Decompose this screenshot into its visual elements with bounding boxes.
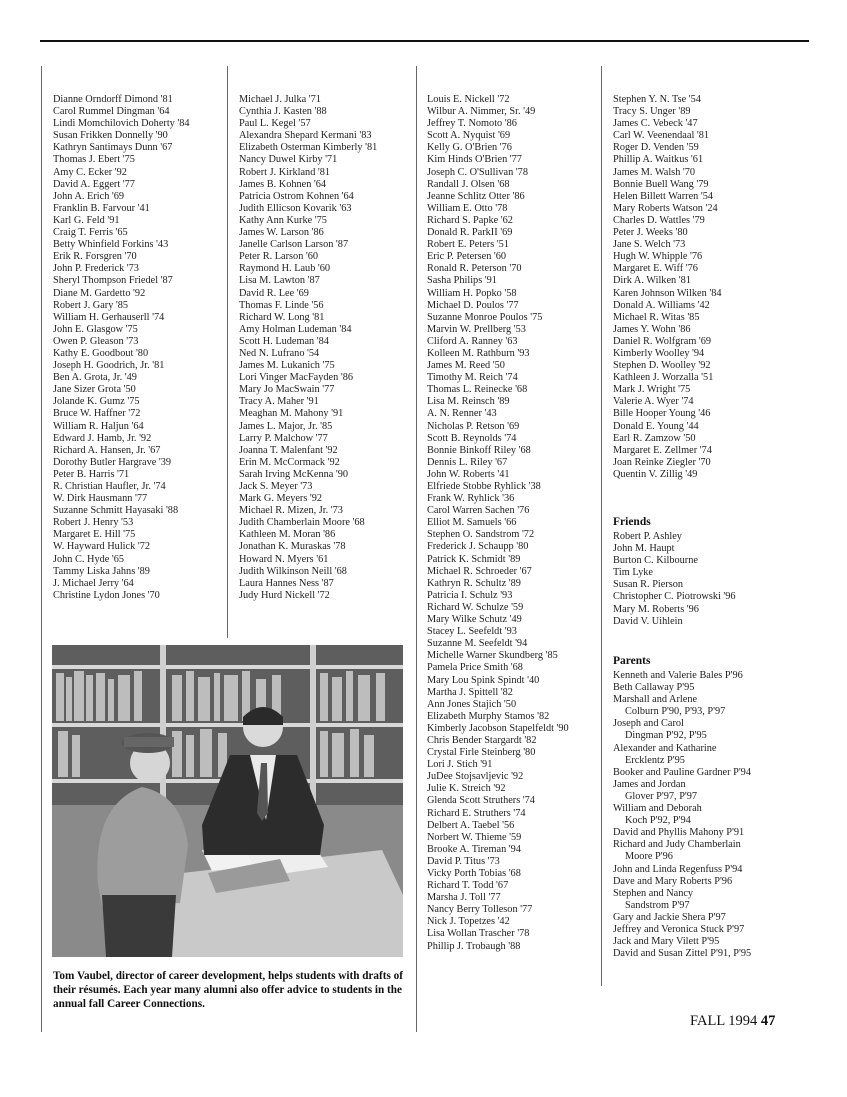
- list-item: Lori J. Stich '91: [427, 759, 493, 771]
- list-item: Randall J. Olsen '68: [427, 178, 510, 190]
- list-item: Nancy Duwel Kirby '71: [239, 154, 338, 166]
- list-item: John M. Haupt: [613, 543, 675, 555]
- list-item: Phillip A. Waitkus '61: [613, 154, 704, 166]
- list-item: Mark G. Meyers '92: [239, 493, 323, 505]
- list-item: A. N. Renner '43: [427, 408, 497, 420]
- list-item: Margaret E. Zellmer '74: [613, 444, 712, 456]
- list-item: Michelle Warner Skundberg '85: [427, 650, 558, 662]
- list-item: Jack and Mary Vilett P'95: [613, 936, 720, 948]
- list-item: Tim Lyke: [613, 567, 653, 579]
- list-item: Quentin V. Zillig '49: [613, 468, 698, 480]
- list-item: Tammy Liska Jahns '89: [53, 565, 150, 577]
- list-item: Erik R. Forsgren '70: [53, 251, 137, 263]
- list-item: Tracy A. Maher '91: [239, 396, 319, 408]
- list-item: Betty Whinfield Forkins '43: [53, 239, 169, 251]
- list-item: Kathy E. Goodbout '80: [53, 347, 149, 359]
- list-item: Timothy M. Reich '74: [427, 372, 518, 384]
- list-item: Nancy Berry Tolleson '77: [427, 904, 533, 916]
- list-item: Roger D. Venden '59: [613, 142, 699, 154]
- list-item: Joseph C. O'Sullivan '78: [427, 166, 528, 178]
- list-item: Pamela Price Smith '68: [427, 662, 523, 674]
- list-item: David and Susan Zittel P'91, P'95: [613, 948, 752, 960]
- list-item: Hugh W. Whipple '76: [613, 251, 703, 263]
- list-item: Diane M. Gardetto '92: [53, 287, 146, 299]
- list-item: James M. Reed '50: [427, 360, 505, 372]
- list-item: James M. Lukanich '75: [239, 360, 335, 372]
- list-item: Patricia Ostrom Kohnen '64: [239, 190, 354, 202]
- list-item: Meaghan M. Mahony '91: [239, 408, 344, 420]
- list-item: Peter J. Weeks '80: [613, 227, 688, 239]
- list-item: Elliot M. Samuels '66: [427, 517, 517, 529]
- list-item: Judy Hurd Nickell '72: [239, 589, 330, 601]
- list-item: Brooke A. Tireman '94: [427, 843, 521, 855]
- list-item: Frederick J. Schaupp '80: [427, 541, 529, 553]
- list-item: Michael D. Poulos '77: [427, 299, 519, 311]
- issue-label: FALL 1994: [690, 1013, 758, 1029]
- list-item: Robert J. Kirkland '81: [239, 166, 331, 178]
- list-item: Patrick K. Schmidt '89: [427, 553, 521, 565]
- list-item: William and Deborah: [613, 803, 702, 815]
- list-item: Beth Callaway P'95: [613, 682, 695, 694]
- list-item: Christine Lydon Jones '70: [53, 589, 160, 601]
- list-item: Carl W. Veenendaal '81: [613, 130, 710, 142]
- column-divider: [227, 66, 228, 638]
- list-item: Peter R. Larson '60: [239, 251, 319, 263]
- list-item: Marvin W. Prellberg '53: [427, 323, 526, 335]
- list-item: Craig T. Ferris '65: [53, 227, 128, 239]
- list-item: Kathy Ann Kurke '75: [239, 214, 327, 226]
- list-item: JuDee Stojsavljevic '92: [427, 771, 524, 783]
- list-item: Stephen and Nancy: [613, 887, 694, 899]
- list-item: Scott B. Reynolds '74: [427, 432, 517, 444]
- list-item: Kathryn R. Schultz '89: [427, 577, 521, 589]
- list-item: Margaret E. Hill '75: [53, 529, 136, 541]
- list-item: John P. Frederick '73: [53, 263, 139, 275]
- list-item: Nick J. Topetzes '42: [427, 916, 510, 928]
- list-item: Lori Vinger MacFayden '86: [239, 372, 353, 384]
- list-item: Louis E. Nickell '72: [427, 94, 510, 105]
- list-item: R. Christian Haufler, Jr. '74: [53, 481, 166, 492]
- list-item: Joseph H. Goodrich, Jr. '81: [53, 360, 165, 372]
- list-item: Robert J. Henry '53: [53, 517, 134, 529]
- list-item: William E. Otto '78: [427, 202, 508, 214]
- list-item: Michael R. Witas '85: [613, 311, 700, 323]
- list-item: William H. Popko '58: [427, 287, 517, 299]
- list-item: Stacey L. Seefeldt '93: [427, 626, 517, 638]
- list-item: Jane S. Welch '73: [613, 239, 686, 251]
- list-item: Kathleen M. Moran '86: [239, 529, 336, 541]
- list-item: Judith Ellicson Kovarik '63: [239, 202, 352, 214]
- list-item: David and Phyllis Mahony P'91: [613, 827, 745, 839]
- list-item: Mark J. Wright '75: [613, 384, 691, 396]
- list-item: William R. Haljun '64: [53, 420, 144, 432]
- list-item: Mary Roberts Watson '24: [613, 202, 718, 214]
- list-item: Kim Hinds O'Brien '77: [427, 154, 522, 166]
- list-item: Lindi Momchilovich Doherty '84: [53, 118, 190, 130]
- column-divider: [41, 66, 42, 1032]
- list-item: Richard and Judy Chamberlain: [613, 839, 741, 851]
- list-item: Susan Frikken Donnelly '90: [53, 130, 168, 142]
- donor-list-column-3: [427, 94, 569, 953]
- list-item: Jeffrey and Veronica Stuck P'97: [613, 923, 745, 935]
- list-item: James Y. Wohn '86: [613, 323, 691, 335]
- list-item: Richard S. Papke '62: [427, 214, 513, 226]
- list-item: Karl G. Feld '91: [53, 214, 120, 226]
- list-item: Sandstrom P'97: [625, 899, 690, 911]
- list-item: Carol Warren Sachen '76: [427, 505, 530, 517]
- list-item: Scott H. Ludeman '84: [239, 335, 329, 347]
- donor-list-column-4: [613, 94, 722, 481]
- list-item: Colburn P'90, P'93, P'97: [625, 706, 726, 718]
- list-item: Koch P'92, P'94: [625, 815, 691, 827]
- list-item: Scott A. Nyquist '69: [427, 130, 511, 142]
- list-item: Mary Wilke Schutz '49: [427, 614, 522, 626]
- list-item: John and Linda Regenfuss P'94: [613, 863, 743, 875]
- page-footer: [690, 1013, 775, 1030]
- list-item: Richard W. Schulze '59: [427, 601, 524, 613]
- list-item: Ned N. Lufrano '54: [239, 347, 320, 359]
- list-item: Christopher C. Piotrowski '96: [613, 591, 736, 603]
- list-item: David A. Eggert '77: [53, 178, 135, 190]
- list-item: Lisa M. Lawton '87: [239, 275, 320, 287]
- list-item: Vicky Porth Tobias '68: [427, 868, 521, 879]
- page-number: 47: [760, 1013, 776, 1029]
- list-item: Ronald R. Peterson '70: [427, 263, 522, 275]
- list-item: Elfriede Stobbe Ryhlick '38: [427, 481, 541, 492]
- list-item: Kolleen M. Rathburn '93: [427, 347, 530, 359]
- list-item: Kimberly Woolley '94: [613, 347, 705, 359]
- list-item: Delbert A. Taebel '56: [427, 819, 515, 831]
- list-item: Jonathan K. Muraskas '78: [239, 541, 346, 553]
- list-item: Moore P'96: [625, 851, 673, 863]
- list-item: James C. Vebeck '47: [613, 118, 698, 130]
- friends-heading: Friends: [613, 516, 651, 528]
- list-item: Glenda Scott Struthers '74: [427, 795, 535, 807]
- photo-caption: Tom Vaubel, director of career development, helps students with drafts of their résumés. Each year many alumni also offer advice to students in the annual fall Career Connections.: [53, 970, 403, 1010]
- list-item: Dirk A. Wilken '81: [613, 275, 691, 287]
- career-development-photo: [52, 645, 403, 957]
- list-item: Amy Holman Ludeman '84: [239, 323, 352, 335]
- list-item: Thomas F. Linde '56: [239, 299, 324, 311]
- list-item: Lisa M. Reinsch '89: [427, 396, 510, 408]
- list-item: Lisa Wollan Trascher '78: [427, 928, 530, 940]
- list-item: Dave and Mary Roberts P'96: [613, 875, 733, 887]
- list-item: Elizabeth Osterman Kimberly '81: [239, 142, 378, 154]
- list-item: Phillip J. Trobaugh '88: [427, 940, 521, 952]
- list-item: James and Jordan: [613, 778, 686, 790]
- list-item: Edward J. Hamb, Jr. '92: [53, 432, 152, 444]
- list-item: Suzanne Schmitt Hayasaki '88: [53, 505, 179, 517]
- list-item: Eric P. Petersen '60: [427, 251, 507, 263]
- list-item: Michael R. Mizen, Jr. '73: [239, 505, 343, 517]
- list-item: Charles D. Wattles '79: [613, 214, 705, 226]
- list-item: Bonnie Binkoff Riley '68: [427, 444, 531, 456]
- list-item: Ann Jones Stajich '50: [427, 698, 517, 710]
- list-item: Robert P. Ashley: [613, 531, 682, 542]
- list-item: James B. Kohnen '64: [239, 178, 327, 190]
- list-item: Martha J. Spittell '82: [427, 686, 513, 698]
- list-item: Marsha J. Toll '77: [427, 892, 501, 904]
- list-item: Gary and Jackie Shera P'97: [613, 911, 726, 923]
- list-item: Julie K. Streich '92: [427, 783, 506, 795]
- list-item: Crystal Firle Steinberg '80: [427, 747, 536, 759]
- list-item: William H. Gerhauserll '74: [53, 311, 165, 323]
- list-item: Daniel R. Wolfgram '69: [613, 335, 712, 347]
- list-item: Alexander and Katharine: [613, 742, 717, 754]
- list-item: Ercklentz P'95: [625, 754, 685, 766]
- list-item: Owen P. Gleason '73: [53, 335, 139, 347]
- list-item: Peter B. Harris '71: [53, 468, 130, 480]
- list-item: Richard E. Struthers '74: [427, 807, 526, 819]
- list-item: Norbert W. Thieme '59: [427, 831, 522, 843]
- list-item: John C. Hyde '65: [53, 553, 125, 565]
- list-item: Booker and Pauline Gardner P'94: [613, 766, 751, 778]
- list-item: Mary Lou Spink Spindt '40: [427, 674, 540, 686]
- list-item: Mary M. Roberts '96: [613, 603, 699, 615]
- list-item: Judith Wilkinson Neill '68: [239, 565, 347, 577]
- list-item: W. Hayward Hulick '72: [53, 541, 150, 553]
- list-item: Cynthia J. Kasten '88: [239, 106, 327, 118]
- list-item: Sheryl Thompson Friedel '87: [53, 275, 173, 287]
- list-item: David R. Lee '69: [239, 287, 309, 299]
- list-item: Stephen O. Sandstrom '72: [427, 529, 535, 541]
- list-item: Stephen D. Woolley '92: [613, 360, 711, 372]
- list-item: Suzanne M. Seefeldt '94: [427, 638, 528, 650]
- list-item: John A. Erich '69: [53, 190, 125, 202]
- list-item: Dennis L. Riley '67: [427, 456, 508, 468]
- list-item: Joseph and Carol: [613, 718, 684, 730]
- list-item: Raymond H. Laub '60: [239, 263, 331, 275]
- list-item: Judith Chamberlain Moore '68: [239, 517, 365, 529]
- list-item: Dianne Orndorff Dimond '81: [53, 94, 173, 105]
- list-item: Earl R. Zamzow '50: [613, 432, 696, 444]
- list-item: Tracy S. Unger '89: [613, 106, 691, 118]
- column-divider: [416, 66, 417, 1032]
- list-item: Laura Hannes Ness '87: [239, 577, 334, 589]
- list-item: Richard W. Long '81: [239, 311, 325, 323]
- list-item: Margaret E. Wiff '76: [613, 263, 698, 275]
- list-item: Richard T. Todd '67: [427, 880, 509, 892]
- list-item: Jane Sizer Grota '50: [53, 384, 136, 396]
- list-item: Sarah Irving McKenna '90: [239, 468, 349, 480]
- list-item: Cliford A. Ranney '63: [427, 335, 518, 347]
- list-item: Glover P'97, P'97: [625, 790, 698, 802]
- list-item: Amy C. Ecker '92: [53, 166, 127, 178]
- list-item: Elizabeth Murphy Stamos '82: [427, 710, 550, 722]
- list-item: David V. Uihlein: [613, 615, 683, 627]
- list-item: Franklin B. Farvour '41: [53, 202, 150, 214]
- list-item: Suzanne Monroe Poulos '75: [427, 311, 543, 323]
- list-item: Donald E. Young '44: [613, 420, 699, 432]
- list-item: Larry P. Malchow '77: [239, 432, 328, 444]
- list-item: Jeanne Schlitz Otter '86: [427, 190, 525, 202]
- list-item: J. Michael Jerry '64: [53, 577, 134, 589]
- list-item: Kenneth and Valerie Bales P'96: [613, 670, 743, 681]
- top-rule: [40, 40, 809, 42]
- list-item: Dingman P'92, P'95: [625, 730, 707, 742]
- donor-list-column-1: [53, 94, 190, 602]
- list-item: Jolande K. Gumz '75: [53, 396, 140, 408]
- list-item: Michael J. Julka '71: [239, 94, 321, 105]
- list-item: Joanna T. Malenfant '92: [239, 444, 338, 456]
- list-item: Donald A. Williams '42: [613, 299, 710, 311]
- list-item: Helen Billett Warren '54: [613, 190, 714, 202]
- list-item: Patricia I. Schulz '93: [427, 589, 513, 601]
- list-item: Sasha Philips '91: [427, 275, 497, 287]
- list-item: Kelly G. O'Brien '76: [427, 142, 512, 154]
- list-item: Richard A. Hansen, Jr. '67: [53, 444, 161, 456]
- parents-list: [613, 670, 751, 960]
- list-item: Paul L. Kegel '57: [239, 118, 311, 130]
- list-item: Wilbur A. Nimmer, Sr. '49: [427, 106, 536, 118]
- column-divider: [601, 66, 602, 986]
- list-item: Kathryn Santimays Dunn '67: [53, 142, 173, 154]
- list-item: John E. Glasgow '75: [53, 323, 138, 335]
- list-item: Michael R. Schroeder '67: [427, 565, 532, 577]
- list-item: Bonnie Buell Wang '79: [613, 178, 709, 190]
- list-item: Frank W. Ryhlick '36: [427, 493, 515, 505]
- list-item: Howard N. Myers '61: [239, 553, 329, 565]
- list-item: Karen Johnson Wilken '84: [613, 287, 722, 299]
- list-item: Robert E. Peters '51: [427, 239, 509, 251]
- list-item: John W. Roberts '41: [427, 468, 510, 480]
- list-item: Joan Reinke Ziegler '70: [613, 456, 711, 468]
- list-item: Janelle Carlson Larson '87: [239, 239, 349, 251]
- list-item: Bruce W. Haffner '72: [53, 408, 141, 420]
- list-item: Stephen Y. N. Tse '54: [613, 94, 701, 105]
- list-item: Thomas L. Reinecke '68: [427, 384, 528, 396]
- list-item: Carol Rummel Dingman '64: [53, 106, 170, 118]
- list-item: Burton C. Kilbourne: [613, 555, 698, 567]
- list-item: James W. Larson '86: [239, 227, 324, 239]
- donor-list-column-2: [239, 94, 377, 602]
- list-item: Erin M. McCormack '92: [239, 456, 340, 468]
- list-item: W. Dirk Hausmann '77: [53, 493, 148, 505]
- list-item: James M. Walsh '70: [613, 166, 696, 178]
- list-item: Mary Jo MacSwain '77: [239, 384, 335, 396]
- list-item: Chris Bender Stargardt '82: [427, 734, 537, 746]
- list-item: David P. Titus '73: [427, 855, 500, 867]
- list-item: Donald R. ParkII '69: [427, 227, 513, 239]
- list-item: Marshall and Arlene: [613, 694, 698, 706]
- list-item: Susan R. Pierson: [613, 579, 684, 591]
- list-item: Dorothy Butler Hargrave '39: [53, 456, 172, 468]
- list-item: Alexandra Shepard Kermani '83: [239, 130, 372, 142]
- list-item: Nicholas P. Retson '69: [427, 420, 520, 432]
- list-item: Bille Hooper Young '46: [613, 408, 711, 420]
- list-item: Jeffrey T. Nomoto '86: [427, 118, 517, 130]
- list-item: Thomas J. Ebert '75: [53, 154, 135, 166]
- list-item: Kathleen J. Worzalla '51: [613, 372, 714, 384]
- list-item: Valerie A. Wyer '74: [613, 396, 694, 408]
- list-item: Robert J. Gary '85: [53, 299, 129, 311]
- parents-heading: Parents: [613, 655, 651, 667]
- list-item: Kimberly Jacobson Stapelfeldt '90: [427, 722, 569, 734]
- list-item: Ben A. Grota, Jr. '49: [53, 372, 137, 384]
- friends-list: [613, 531, 736, 628]
- list-item: James L. Major, Jr. '85: [239, 420, 333, 432]
- list-item: Jack S. Meyer '73: [239, 481, 313, 492]
